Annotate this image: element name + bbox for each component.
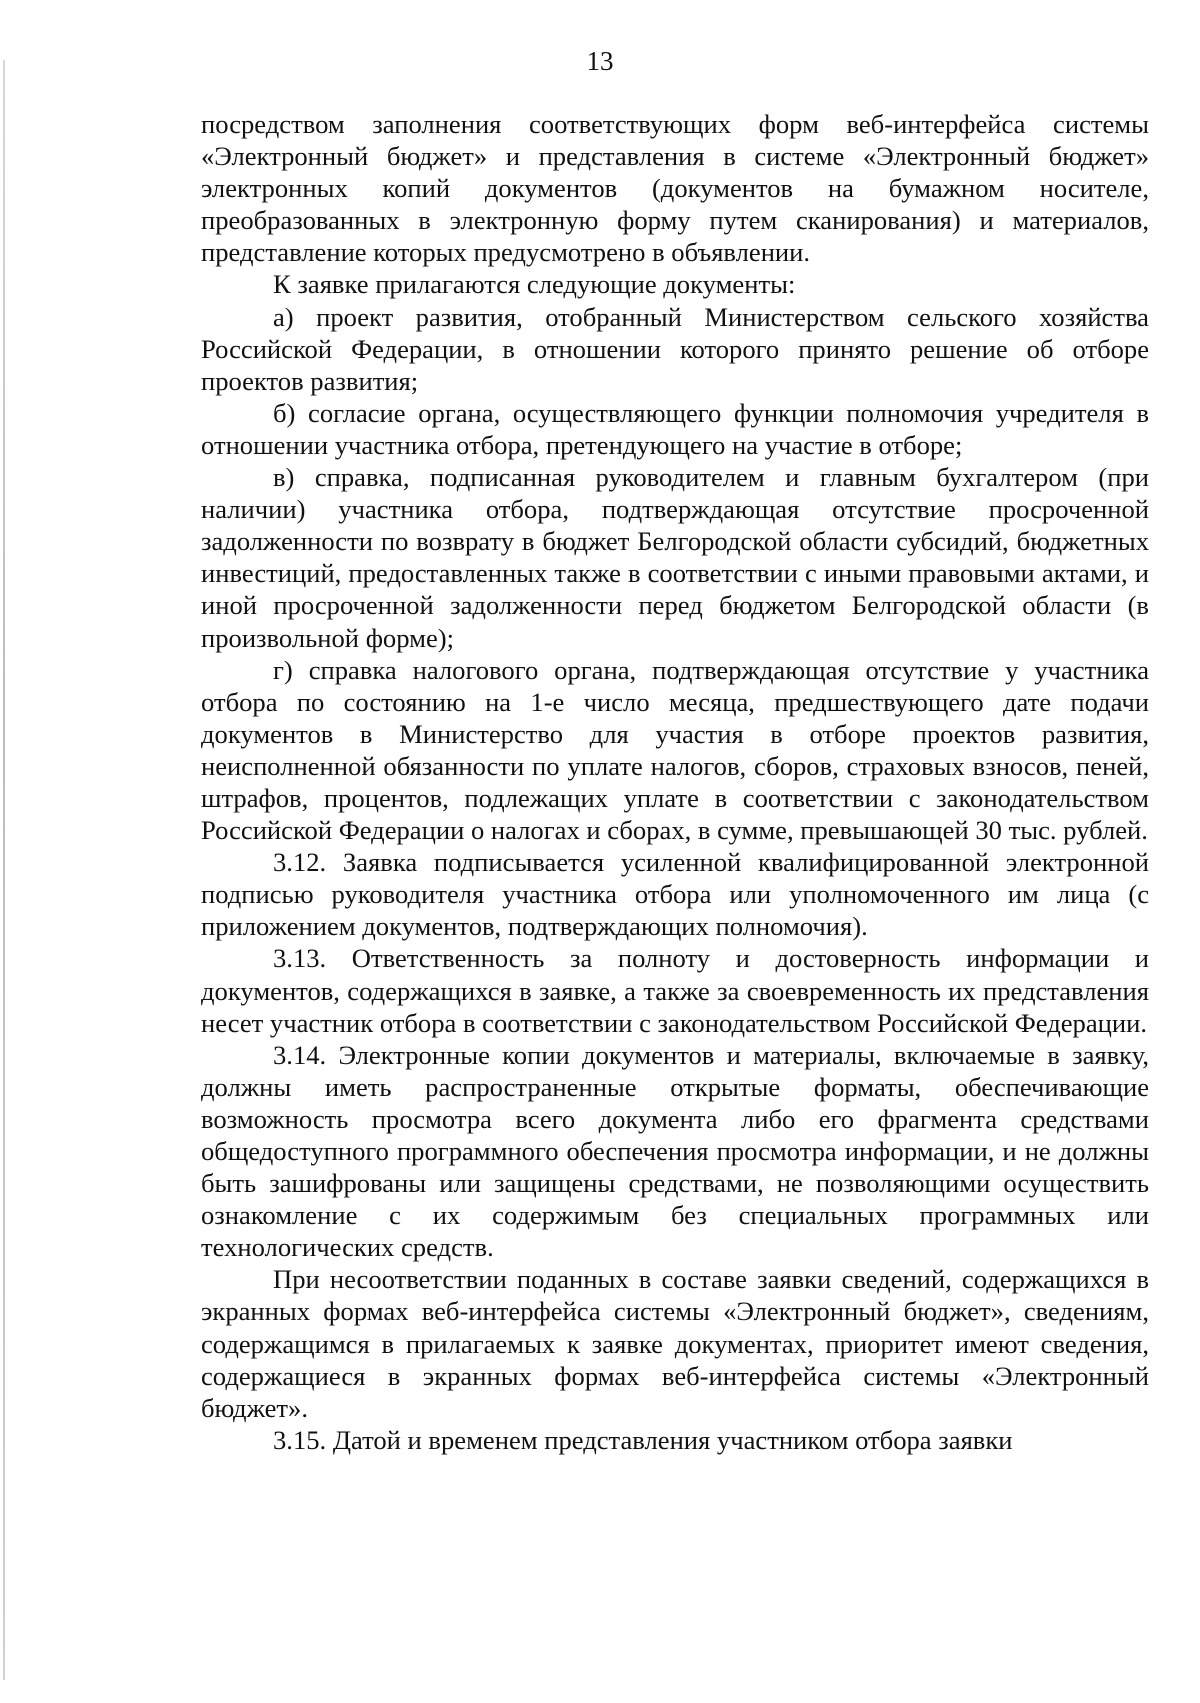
paragraph-clause-3-14: 3.14. Электронные копии документов и материалы, включаемые в заявку, должны иметь распространенные открытые форматы, обеспечивающие возможность просмотра всего документа либо его фрагмента средствами общедоступного программного обеспечения просмотра информации, и не должны быть зашифрованы или защищены средствами, не позволяющими осуществить ознакомление с их содержимым без специальных программных или технологических средств.: [201, 1039, 1149, 1263]
paragraph-item-a: а) проект развития, отобранный Министерством сельского хозяйства Российской Федерации, в отношении которого принято решение об отборе проектов развития;: [201, 301, 1149, 396]
paragraph-clause-3-15: 3.15. Датой и временем представления участником отбора заявки: [273, 1424, 1013, 1455]
page-number: 13: [586, 46, 614, 76]
paragraph-item-b: б) согласие органа, осуществляющего функции полномочия учредителя в отношении участника отбора, претендующего на участие в отборе;: [201, 397, 1149, 460]
paragraph-priority-rule: При несоответствии поданных в составе заявки сведений, содержащихся в экранных формах веб-интерфейса системы «Электронный бюджет», сведениям, содержащимся в прилагаемых к заявке документах, приоритет имеют сведения, содержащиеся в экранных формах веб-интерфейса системы «Электронный бюджет».: [201, 1264, 1149, 1423]
paragraph-continuation: посредством заполнения соответствующих форм веб-интерфейса системы «Электронный бюджет» и представления в системе «Электронный бюджет» электронных копий документов (документов на бумажном носителе, преобразованных в электронную форму путем сканирования) и материалов, представление которых предусмотрено в объявлении.: [201, 109, 1149, 268]
scan-edge-line: [3, 60, 5, 1680]
paragraph-clause-3-12: 3.12. Заявка подписывается усиленной квалифицированной электронной подписью руководителя участника отбора или уполномоченного им лица (с приложением документов, подтверждающих полномочия).: [201, 847, 1149, 942]
paragraph-attachments-intro: К заявке прилагаются следующие документы:: [273, 269, 796, 300]
paragraph-item-v: в) справка, подписанная руководителем и главным бухгалтером (при наличии) участника отбора, подтверждающая отсутствие просроченной задолженности по возврату в бюджет Белгородской области субсидий, бюджетных инвестиций, предоставленных также в соответствии с иными правовыми актами, и иной просроченной задолженности перед бюджетом Белгородской области (в произвольной форме);: [201, 462, 1149, 653]
document-body: [201, 108, 1149, 1456]
paragraph-item-g: г) справка налогового органа, подтверждающая отсутствие у участника отбора по состоянию на 1-е число месяца, предшествующего дате подачи документов в Министерство для участия в отборе проектов развития, неисполненной обязанности по уплате налогов, сборов, страховых взносов, пеней, штрафов, процентов, подлежащих уплате в соответствии с законодательством Российской Федерации о налогах и сборах, в сумме, превышающей 30 тыс. рублей.: [201, 654, 1149, 846]
paragraph-clause-3-13: 3.13. Ответственность за полноту и достоверность информации и документов, содержащихся в заявке, а также за своевременность их представления несет участник отбора в соответствии с законодательством Российской Федерации.: [201, 943, 1149, 1038]
